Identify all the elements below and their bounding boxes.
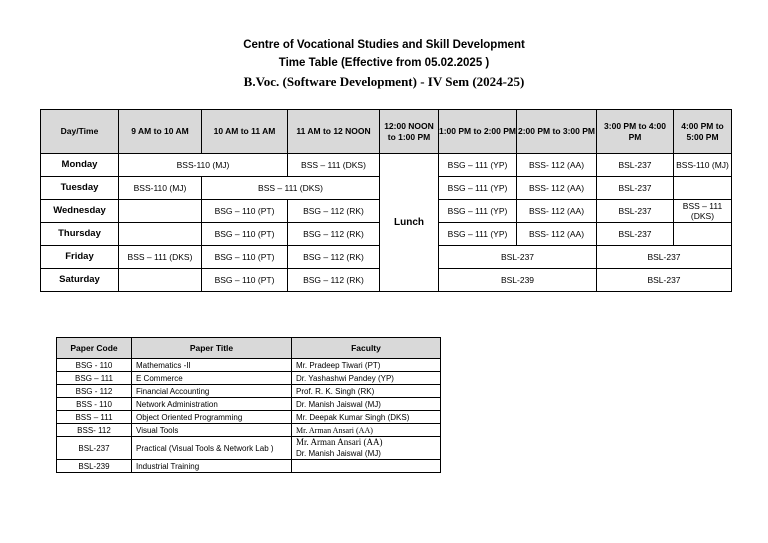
day-label: Friday bbox=[41, 246, 119, 269]
class-cell: BSS- 112 (AA) bbox=[517, 200, 597, 223]
paper-title: Object Oriented Programming bbox=[132, 411, 292, 424]
col-11-12: 11 AM to 12 NOON bbox=[288, 110, 380, 154]
class-cell: BSG – 110 (PT) bbox=[202, 223, 288, 246]
class-cell bbox=[119, 223, 202, 246]
paper-faculty bbox=[292, 437, 441, 460]
day-label: Saturday bbox=[41, 269, 119, 292]
class-cell: BSL-237 bbox=[597, 154, 674, 177]
paper-faculty: Dr. Manish Jaiswal (MJ) bbox=[292, 398, 441, 411]
paper-code: BSS- 112 bbox=[57, 424, 132, 437]
col-faculty: Faculty bbox=[292, 338, 441, 359]
col-paper-title: Paper Title bbox=[132, 338, 292, 359]
class-cell: BSL-239 bbox=[439, 269, 597, 292]
institution-title: Centre of Vocational Studies and Skill Development bbox=[243, 39, 525, 51]
lunch-cell: Lunch bbox=[380, 154, 439, 292]
class-cell: BSG – 112 (RK) bbox=[288, 223, 380, 246]
paper-title: Network Administration bbox=[132, 398, 292, 411]
paper-faculty: Mr. Pradeep Tiwari (PT) bbox=[292, 359, 441, 372]
timetable-title: Time Table (Effective from 05.02.2025 ) bbox=[278, 57, 490, 69]
class-cell: BSL-237 bbox=[597, 269, 732, 292]
day-label: Wednesday bbox=[41, 200, 119, 223]
class-cell: BSG – 112 (RK) bbox=[288, 269, 380, 292]
col-12-1: 12:00 NOON to 1:00 PM bbox=[380, 110, 439, 154]
class-cell: BSG – 110 (PT) bbox=[202, 269, 288, 292]
paper-code: BSG – 111 bbox=[57, 372, 132, 385]
class-cell: BSL-237 bbox=[597, 177, 674, 200]
class-cell bbox=[674, 223, 732, 246]
paper-title: Visual Tools bbox=[132, 424, 292, 437]
class-cell bbox=[119, 200, 202, 223]
class-cell: BSG – 112 (RK) bbox=[288, 200, 380, 223]
faculty-line: Mr. Arman Ansari (AA) bbox=[296, 437, 383, 447]
class-cell: BSS – 111 (DKS) bbox=[119, 246, 202, 269]
paper-title: Practical (Visual Tools & Network Lab ) bbox=[132, 437, 292, 460]
class-cell: BSS – 111 (DKS) bbox=[674, 200, 732, 223]
col-4-5: 4:00 PM to 5:00 PM bbox=[674, 110, 732, 154]
class-cell: BSS- 112 (AA) bbox=[517, 177, 597, 200]
class-cell: BSL-237 bbox=[597, 200, 674, 223]
col-3-4: 3:00 PM to 4:00 PM bbox=[597, 110, 674, 154]
class-cell: BSL-237 bbox=[439, 246, 597, 269]
paper-row bbox=[57, 437, 441, 460]
class-cell: BSS – 111 (DKS) bbox=[202, 177, 380, 200]
class-cell: BSS-110 (MJ) bbox=[119, 154, 288, 177]
class-cell: BSG – 110 (PT) bbox=[202, 200, 288, 223]
class-cell: BSG – 111 (YP) bbox=[439, 223, 517, 246]
col-day-time: Day/Time bbox=[41, 110, 119, 154]
day-label: Tuesday bbox=[41, 177, 119, 200]
paper-row bbox=[57, 398, 441, 411]
paper-faculty bbox=[292, 460, 441, 473]
day-label: Monday bbox=[41, 154, 119, 177]
paper-code: BSG - 110 bbox=[57, 359, 132, 372]
class-cell: BSS- 112 (AA) bbox=[517, 154, 597, 177]
col-1-2: 1:00 PM to 2:00 PM bbox=[439, 110, 517, 154]
class-cell: BSG – 112 (RK) bbox=[288, 246, 380, 269]
timetable bbox=[40, 109, 732, 292]
paper-faculty: Prof. R. K. Singh (RK) bbox=[292, 385, 441, 398]
paper-row bbox=[57, 424, 441, 437]
paper-faculty: Dr. Yashashwi Pandey (YP) bbox=[292, 372, 441, 385]
class-cell: BSL-237 bbox=[597, 223, 674, 246]
faculty-line: Dr. Manish Jaiswal (MJ) bbox=[296, 449, 381, 458]
paper-title: E Commerce bbox=[132, 372, 292, 385]
class-cell: BSS-110 (MJ) bbox=[119, 177, 202, 200]
paper-faculty: Mr. Arman Ansari (AA) bbox=[292, 424, 441, 437]
class-cell: BSG – 110 (PT) bbox=[202, 246, 288, 269]
paper-header-row bbox=[57, 338, 441, 359]
class-cell: BSG – 111 (YP) bbox=[439, 200, 517, 223]
paper-code: BSL-239 bbox=[57, 460, 132, 473]
col-paper-code: Paper Code bbox=[57, 338, 132, 359]
class-cell: BSG – 111 (YP) bbox=[439, 177, 517, 200]
timetable-header-row bbox=[41, 110, 732, 154]
paper-table bbox=[56, 337, 441, 473]
paper-faculty: Mr. Deepak Kumar Singh (DKS) bbox=[292, 411, 441, 424]
paper-row bbox=[57, 460, 441, 473]
paper-row bbox=[57, 372, 441, 385]
paper-code: BSG - 112 bbox=[57, 385, 132, 398]
paper-row bbox=[57, 359, 441, 372]
paper-row bbox=[57, 385, 441, 398]
paper-code: BSL-237 bbox=[57, 437, 132, 460]
paper-code: BSS – 111 bbox=[57, 411, 132, 424]
col-10-11: 10 AM to 11 AM bbox=[202, 110, 288, 154]
paper-title: Industrial Training bbox=[132, 460, 292, 473]
day-label: Thursday bbox=[41, 223, 119, 246]
paper-code: BSS - 110 bbox=[57, 398, 132, 411]
paper-title: Financial Accounting bbox=[132, 385, 292, 398]
course-title: B.Voc. (Software Development) - IV Sem (2024-25) bbox=[243, 74, 525, 89]
class-cell bbox=[119, 269, 202, 292]
class-cell: BSS-110 (MJ) bbox=[674, 154, 732, 177]
paper-title: Mathematics -II bbox=[132, 359, 292, 372]
row-monday bbox=[41, 154, 732, 177]
col-9-10: 9 AM to 10 AM bbox=[119, 110, 202, 154]
class-cell: BSS – 111 (DKS) bbox=[288, 154, 380, 177]
class-cell bbox=[674, 177, 732, 200]
paper-row bbox=[57, 411, 441, 424]
col-2-3: 2:00 PM to 3:00 PM bbox=[517, 110, 597, 154]
class-cell: BSG – 111 (YP) bbox=[439, 154, 517, 177]
class-cell: BSS- 112 (AA) bbox=[517, 223, 597, 246]
class-cell: BSL-237 bbox=[597, 246, 732, 269]
